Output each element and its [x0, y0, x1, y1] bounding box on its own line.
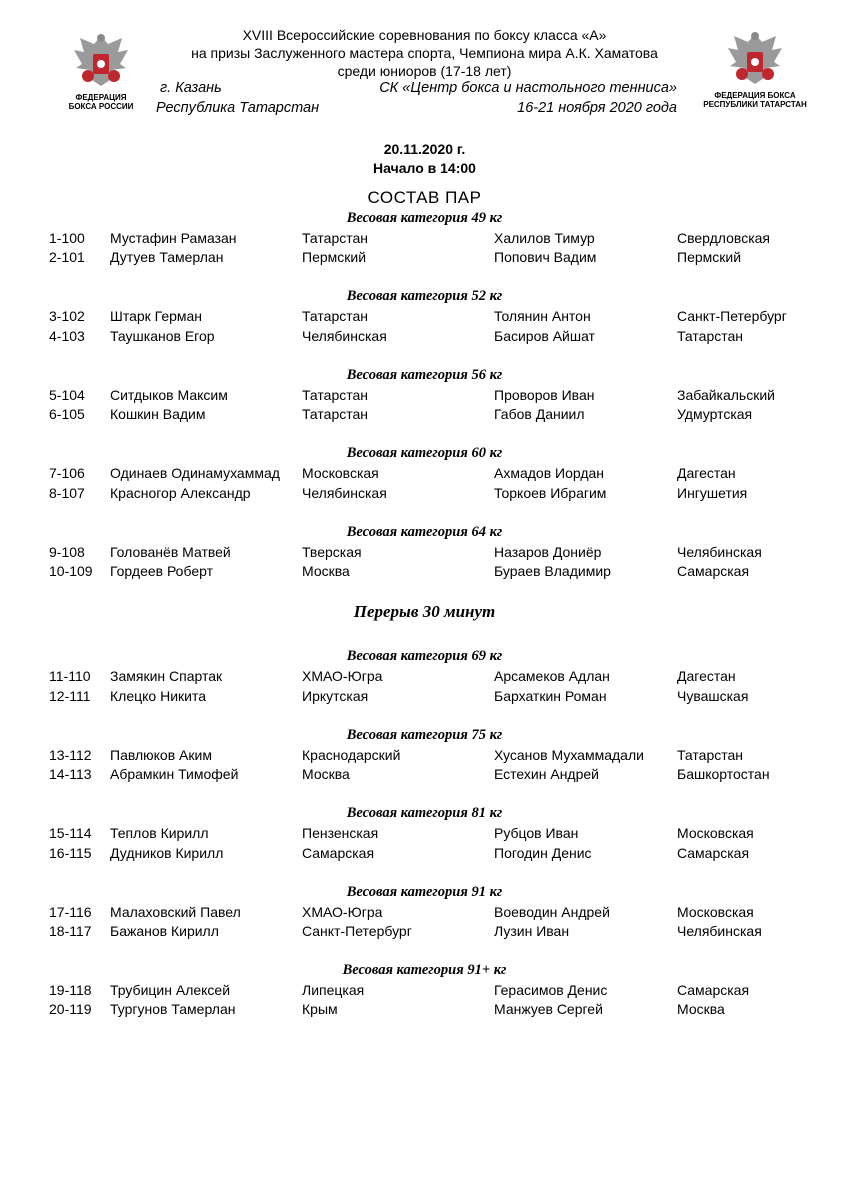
region-red: Татарстан	[302, 308, 369, 324]
bout-number: 18-117	[49, 923, 92, 939]
bout-row	[0, 766, 849, 786]
region-red: Иркутская	[302, 688, 369, 704]
bout-row	[0, 465, 849, 485]
bout-number: 8-107	[49, 485, 85, 501]
region-red: Санкт-Петербург	[302, 923, 412, 939]
logo-caption: ФЕДЕРАЦИЯ БОКСА РЕСПУБЛИКИ ТАТАРСТАН	[703, 91, 807, 109]
break-notice: Перерыв 30 минут	[353, 602, 496, 621]
boxer-blue: Арсамеков Адлан	[494, 668, 610, 684]
event-title-line3: среди юниоров (17-18 лет)	[337, 63, 512, 79]
weight-category-title: Весовая категория 91+ кг	[342, 962, 507, 978]
bout-row	[0, 668, 849, 688]
bout-number: 10-109	[49, 563, 93, 579]
boxer-blue: Лузин Иван	[494, 923, 570, 939]
region-blue: Челябинская	[677, 544, 762, 560]
weight-category-title: Весовая категория 56 кг	[346, 367, 503, 383]
boxer-red: Дутуев Тамерлан	[110, 249, 224, 265]
weight-category-title: Весовая категория 49 кг	[346, 210, 503, 226]
boxer-red: Одинаев Одинамухаммад	[110, 465, 280, 481]
bout-number: 17-116	[49, 904, 92, 920]
bout-row	[0, 563, 849, 583]
region-blue: Челябинская	[677, 923, 762, 939]
region-blue: Удмуртская	[677, 406, 753, 422]
boxer-blue: Торкоев Ибрагим	[494, 485, 607, 501]
region-red: Татарстан	[302, 387, 369, 403]
bout-number: 15-114	[49, 825, 92, 841]
boxer-blue: Халилов Тимур	[494, 230, 595, 246]
bout-number: 2-101	[49, 249, 85, 265]
region-blue: Свердловская	[677, 230, 771, 246]
region-blue: Дагестан	[677, 668, 736, 684]
region-blue: Чувашская	[677, 688, 749, 704]
boxer-blue: Проворов Иван	[494, 387, 595, 403]
page-heading: СОСТАВ ПАР	[367, 188, 482, 207]
region-blue: Татарстан	[677, 747, 744, 763]
region-blue: Дагестан	[677, 465, 736, 481]
bout-row	[0, 308, 849, 328]
bout-row	[0, 544, 849, 564]
region-blue: Пермский	[677, 249, 742, 265]
region-red: Челябинская	[302, 485, 387, 501]
region-blue: Московская	[677, 825, 754, 841]
region-red: Москва	[302, 766, 350, 782]
bout-number: 9-108	[49, 544, 85, 560]
bout-number: 5-104	[49, 387, 85, 403]
bout-number: 3-102	[49, 308, 85, 324]
boxer-blue: Попович Вадим	[494, 249, 597, 265]
boxer-blue: Ахмадов Иордан	[494, 465, 605, 481]
weight-category-title: Весовая категория 75 кг	[346, 727, 503, 743]
boxer-red: Трубицин Алексей	[110, 982, 231, 998]
region-blue: Татарстан	[677, 328, 744, 344]
bout-row	[0, 923, 849, 943]
boxer-blue: Толянин Антон	[494, 308, 591, 324]
boxer-red: Абрамкин Тимофей	[110, 766, 239, 782]
bout-row	[0, 688, 849, 708]
region-red: Татарстан	[302, 406, 369, 422]
region-red: Крым	[302, 1001, 338, 1017]
bout-row	[0, 982, 849, 1002]
region-red: Тверская	[302, 544, 362, 560]
region-blue: Самарская	[677, 563, 750, 579]
bout-row	[0, 406, 849, 426]
bout-number: 12-111	[49, 688, 91, 704]
boxer-red: Бажанов Кирилл	[110, 923, 219, 939]
bout-number: 19-118	[49, 982, 92, 998]
region-red: Липецкая	[302, 982, 365, 998]
logo-caption: ФЕДЕРАЦИЯ БОКСА РОССИИ	[68, 93, 134, 111]
boxer-blue: Бураев Владимир	[494, 563, 611, 579]
boxer-red: Ситдыков Максим	[110, 387, 228, 403]
region-red: Татарстан	[302, 230, 369, 246]
region-red: Пермский	[302, 249, 367, 265]
region-red: Москва	[302, 563, 350, 579]
region-blue: Забайкальский	[677, 387, 775, 403]
weight-category-title: Весовая категория 91 кг	[346, 884, 503, 900]
boxer-red: Дудников Кирилл	[110, 845, 224, 861]
boxer-red: Замякин Спартак	[110, 668, 223, 684]
weight-category-title: Весовая категория 64 кг	[346, 524, 503, 540]
bout-row	[0, 904, 849, 924]
event-city: г. Казань	[160, 80, 222, 96]
event-venue: СК «Центр бокса и настольного тенниса»	[379, 80, 677, 96]
boxer-blue: Бархаткин Роман	[494, 688, 607, 704]
region-blue: Самарская	[677, 845, 750, 861]
boxer-blue: Погодин Денис	[494, 845, 592, 861]
boxer-red: Штарк Герман	[110, 308, 203, 324]
region-red: Краснодарский	[302, 747, 401, 763]
boxer-red: Гордеев Роберт	[110, 563, 214, 579]
region-red: Челябинская	[302, 328, 387, 344]
bout-number: 16-115	[49, 845, 92, 861]
bout-number: 14-113	[49, 766, 92, 782]
weight-category-title: Весовая категория 81 кг	[346, 805, 503, 821]
boxer-red: Клецко Никита	[110, 688, 207, 704]
region-red: Московская	[302, 465, 379, 481]
region-red: Пензенская	[302, 825, 379, 841]
bout-number: 13-112	[49, 747, 92, 763]
region-red: Самарская	[302, 845, 375, 861]
boxer-red: Красногор Александр	[110, 485, 251, 501]
boxer-red: Мустафин Рамазан	[110, 230, 237, 246]
bout-row	[0, 825, 849, 845]
region-red: ХМАО-Югра	[302, 668, 383, 684]
boxer-red: Кошкин Вадим	[110, 406, 206, 422]
boxer-red: Таушканов Егор	[110, 328, 215, 344]
boxer-red: Тургунов Тамерлан	[110, 1001, 236, 1017]
boxer-blue: Манжуев Сергей	[494, 1001, 603, 1017]
event-dates: 16-21 ноября 2020 года	[517, 100, 677, 116]
bout-row	[0, 249, 849, 269]
region-blue: Московская	[677, 904, 754, 920]
bout-row	[0, 230, 849, 250]
bout-row	[0, 328, 849, 348]
bout-number: 4-103	[49, 328, 85, 344]
bout-row	[0, 485, 849, 505]
region-red: ХМАО-Югра	[302, 904, 383, 920]
bout-row	[0, 747, 849, 767]
region-blue: Санкт-Петербург	[677, 308, 787, 324]
boxer-red: Павлюков Аким	[110, 747, 212, 763]
boxer-blue: Герасимов Денис	[494, 982, 608, 998]
region-blue: Башкортостан	[677, 766, 770, 782]
region-blue: Ингушетия	[677, 485, 748, 501]
region-blue: Москва	[677, 1001, 725, 1017]
event-title-line2: на призы Заслуженного мастера спорта, Чемпиона мира А.К. Хаматова	[191, 45, 658, 61]
bout-number: 11-110	[49, 668, 91, 684]
region-blue: Самарская	[677, 982, 750, 998]
boxer-red: Теплов Кирилл	[110, 825, 209, 841]
boxer-blue: Рубцов Иван	[494, 825, 579, 841]
weight-category-title: Весовая категория 52 кг	[346, 288, 503, 304]
bout-row	[0, 845, 849, 865]
bout-number: 1-100	[49, 230, 85, 246]
boxer-blue: Воеводин Андрей	[494, 904, 610, 920]
bout-number: 7-106	[49, 465, 85, 481]
boxer-blue: Назаров Дониёр	[494, 544, 602, 560]
bout-number: 20-119	[49, 1001, 92, 1017]
boxer-red: Малаховский Павел	[110, 904, 241, 920]
event-region: Республика Татарстан	[156, 100, 320, 116]
bout-date: 20.11.2020 г.	[383, 141, 466, 157]
boxer-blue: Габов Даниил	[494, 406, 585, 422]
boxer-blue: Естехин Андрей	[494, 766, 599, 782]
bout-number: 6-105	[49, 406, 85, 422]
start-time: Начало в 14:00	[373, 160, 476, 176]
boxer-red: Голованёв Матвей	[110, 544, 231, 560]
boxer-blue: Басиров Айшат	[494, 328, 595, 344]
bout-row	[0, 1001, 849, 1021]
weight-category-title: Весовая категория 69 кг	[346, 648, 503, 664]
event-title-line1: XVIII Всероссийские соревнования по боксу класса «А»	[242, 27, 607, 43]
bout-row	[0, 387, 849, 407]
boxer-blue: Хусанов Мухаммадали	[494, 747, 644, 763]
weight-category-title: Весовая категория 60 кг	[346, 445, 503, 461]
